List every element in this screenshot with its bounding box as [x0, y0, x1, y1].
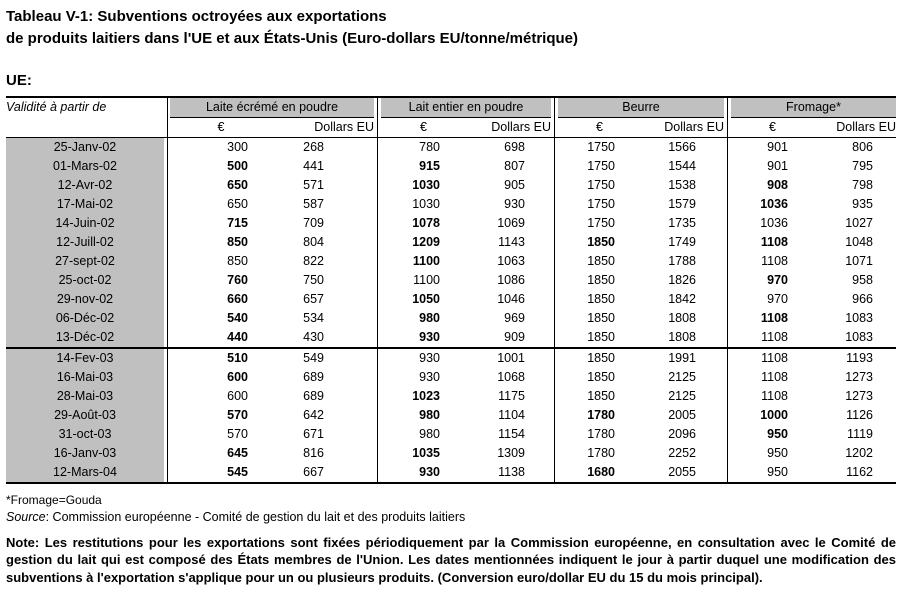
- euro-value: 660: [227, 291, 248, 306]
- euro-value: 1108: [761, 369, 788, 384]
- dollar-value: 441: [303, 158, 324, 173]
- euro-value: 1036: [760, 215, 788, 230]
- column-gap: [551, 157, 558, 176]
- euro-value: 1030: [412, 196, 440, 211]
- euro-header: €: [170, 117, 272, 137]
- euro-value: 1000: [760, 407, 788, 422]
- column-gap: [551, 176, 558, 195]
- column-gap: [551, 444, 558, 463]
- source-label: Source: [6, 509, 46, 524]
- group-header-skim-milk-powder: Laite écrémé en poudre: [170, 97, 374, 118]
- dollar-value: 1138: [466, 463, 551, 483]
- dollar-value: 958: [852, 272, 873, 287]
- dollar-value: 2125: [668, 388, 696, 403]
- dollar-value: 966: [852, 291, 873, 306]
- euro-value: 980: [419, 407, 440, 422]
- date-cell: 01-Mars-02: [6, 157, 164, 176]
- dollar-value: 1104: [498, 407, 525, 422]
- euro-value: 1750: [587, 196, 615, 211]
- dollar-value: 430: [272, 328, 374, 348]
- dollar-header: Dollars EU: [641, 117, 724, 137]
- euro-value: 1100: [412, 253, 440, 268]
- euro-value: 901: [767, 158, 788, 173]
- column-gap: [374, 309, 381, 328]
- column-gap: [724, 157, 731, 176]
- euro-value: 500: [227, 158, 248, 173]
- column-gap: [374, 176, 381, 195]
- dollar-value: 935: [852, 196, 873, 211]
- column-gap: [724, 368, 731, 387]
- euro-value: 930: [419, 350, 440, 365]
- date-cell: 13-Déc-02: [6, 328, 164, 348]
- date-cell: 06-Déc-02: [6, 309, 164, 328]
- dollar-value: 689: [303, 388, 324, 403]
- dollar-value: 2096: [668, 426, 696, 441]
- column-gap: [551, 425, 558, 444]
- column-gap: [374, 290, 381, 309]
- dollar-value: 1119: [847, 426, 873, 441]
- table-row: [6, 425, 896, 444]
- dollar-value: 1046: [497, 291, 525, 306]
- dollar-value: 1538: [668, 177, 696, 192]
- date-cell: 27-sept-02: [6, 252, 164, 271]
- column-gap: [724, 195, 731, 214]
- column-gap: [374, 444, 381, 463]
- dollar-value: 1048: [845, 234, 873, 249]
- dollar-value: 1068: [497, 369, 525, 384]
- euro-value: 901: [767, 139, 788, 154]
- column-gap: [374, 368, 381, 387]
- euro-value: 1850: [587, 272, 615, 287]
- euro-value: 1108: [761, 253, 788, 268]
- date-cell: 16-Janv-03: [6, 444, 164, 463]
- table-row: [6, 233, 896, 252]
- column-gap: [551, 214, 558, 233]
- euro-value: 715: [227, 215, 248, 230]
- column-gap: [374, 387, 381, 406]
- euro-value: 1780: [587, 426, 615, 441]
- euro-value: 950: [731, 463, 814, 483]
- table-row: [6, 348, 896, 368]
- dollar-value: 671: [303, 426, 324, 441]
- column-gap: [724, 328, 731, 348]
- dollar-value: 1083: [845, 310, 873, 325]
- euro-value: 1108: [761, 388, 788, 403]
- euro-value: 300: [227, 139, 248, 154]
- date-cell: 25-oct-02: [6, 271, 164, 290]
- column-gap: [551, 368, 558, 387]
- dollar-header: Dollars EU: [814, 117, 896, 137]
- dollar-value: 1842: [668, 291, 696, 306]
- euro-value: 570: [227, 426, 248, 441]
- dollar-value: 571: [303, 177, 324, 192]
- column-gap: [374, 233, 381, 252]
- column-gap: [374, 463, 381, 483]
- dollar-value: 1202: [845, 445, 873, 460]
- column-gap: [374, 214, 381, 233]
- table-row: [6, 252, 896, 271]
- column-gap: [724, 233, 731, 252]
- euro-value: 645: [227, 445, 248, 460]
- column-gap: [551, 137, 558, 157]
- date-cell: 14-Juin-02: [6, 214, 164, 233]
- dollar-value: 534: [303, 310, 324, 325]
- column-gap: [551, 290, 558, 309]
- dollar-value: 1086: [497, 272, 525, 287]
- dollar-value: 1126: [846, 407, 873, 422]
- euro-value: 850: [227, 253, 248, 268]
- dollar-value: 1143: [498, 234, 525, 249]
- dollar-value: 1991: [668, 350, 696, 365]
- euro-value: 1850: [587, 291, 615, 306]
- euro-value: 970: [767, 291, 788, 306]
- dollar-value: 1069: [497, 215, 525, 230]
- euro-value: 1750: [587, 177, 615, 192]
- euro-value: 540: [227, 310, 248, 325]
- column-gap: [724, 271, 731, 290]
- table-row: [6, 309, 896, 328]
- dollar-value: 969: [504, 310, 525, 325]
- column-gap: [724, 214, 731, 233]
- column-gap: [724, 252, 731, 271]
- date-cell: 31-oct-03: [6, 425, 164, 444]
- dollar-value: 1273: [845, 388, 873, 403]
- euro-value: 980: [419, 426, 440, 441]
- note-paragraph: Note: Les restitutions pour les exportations sont fixées périodiquement par la Commission européenne, en consultation avec le Comité de gestion du lait qui est composé des États membres de l'Union. Les dates mentionnées indiquent le jour à partir duquel une modification des subventions à l'exportation s'applique pour un ou plusieurs produits. (Conversion euro/dollar EU du 15 du mois principal).: [6, 534, 896, 586]
- table-row: [6, 137, 896, 157]
- dollar-value: 698: [504, 139, 525, 154]
- euro-value: 1108: [760, 234, 788, 249]
- dollar-value: 806: [852, 139, 873, 154]
- dollar-value: 1154: [498, 426, 525, 441]
- euro-value: 570: [227, 407, 248, 422]
- dollar-value: 709: [303, 215, 324, 230]
- euro-value: 440: [170, 328, 272, 348]
- column-gap: [551, 233, 558, 252]
- euro-value: 1100: [413, 272, 440, 287]
- euro-value: 1750: [587, 139, 615, 154]
- dollar-value: 1083: [814, 328, 896, 348]
- euro-value: 780: [419, 139, 440, 154]
- dollar-value: 1001: [497, 350, 525, 365]
- date-cell: 29-nov-02: [6, 290, 164, 309]
- column-gap: [374, 406, 381, 425]
- euro-value: 650: [227, 196, 248, 211]
- euro-value: 600: [227, 388, 248, 403]
- euro-value: 950: [767, 445, 788, 460]
- dollar-value: 807: [504, 158, 525, 173]
- euro-value: 980: [419, 310, 440, 325]
- column-gap: [724, 387, 731, 406]
- dollar-value: 1175: [498, 388, 525, 403]
- euro-value: 1108: [760, 310, 788, 325]
- dollar-value: 2055: [641, 463, 724, 483]
- euro-value: 600: [227, 369, 248, 384]
- euro-value: 1050: [412, 291, 440, 306]
- table-body: [6, 137, 896, 483]
- euro-value: 970: [767, 272, 788, 287]
- dollar-value: 804: [303, 234, 324, 249]
- euro-value: 1030: [412, 177, 440, 192]
- table-row: [6, 406, 896, 425]
- source-text: : Commission européenne - Comité de gestion du lait et des produits laitiers: [45, 509, 466, 524]
- dollar-value: 1309: [497, 445, 525, 460]
- euro-value: 1850: [587, 310, 615, 325]
- table-row: [6, 387, 896, 406]
- euro-value: 1850: [587, 234, 615, 249]
- section-label-ue: UE:: [6, 71, 32, 89]
- euro-value: 545: [170, 463, 272, 483]
- group-header-butter: Beurre: [558, 97, 724, 118]
- dollar-header: Dollars EU: [466, 117, 551, 137]
- date-cell: 25-Janv-02: [6, 137, 164, 157]
- dollar-value: 1273: [845, 369, 873, 384]
- column-gap: [724, 137, 731, 157]
- dollar-value: 657: [303, 291, 324, 306]
- column-gap: [551, 309, 558, 328]
- date-cell: 14-Fev-03: [6, 348, 164, 368]
- euro-value: 1035: [412, 445, 440, 460]
- dollar-value: 798: [852, 177, 873, 192]
- euro-value: 1850: [587, 369, 615, 384]
- euro-value: 1108: [731, 328, 814, 348]
- column-gap: [724, 348, 731, 368]
- euro-value: 1850: [587, 388, 615, 403]
- euro-value: 1850: [587, 350, 615, 365]
- table-row: [6, 328, 896, 348]
- dollar-value: 587: [303, 196, 324, 211]
- euro-value: 1036: [760, 196, 788, 211]
- column-gap: [374, 425, 381, 444]
- column-gap: [374, 271, 381, 290]
- date-cell: 12-Mars-04: [6, 463, 164, 483]
- date-cell: 12-Juill-02: [6, 233, 164, 252]
- dollar-value: 905: [504, 177, 525, 192]
- column-gap: [374, 348, 381, 368]
- euro-value: 1780: [587, 407, 615, 422]
- dollar-value: 1749: [668, 234, 696, 249]
- dollar-value: 930: [504, 196, 525, 211]
- column-gap: [551, 271, 558, 290]
- document-title: [6, 6, 896, 50]
- dollar-value: 795: [852, 158, 873, 173]
- dollar-value: 1579: [668, 196, 696, 211]
- dollar-value: 1566: [668, 139, 696, 154]
- column-gap: [551, 328, 558, 348]
- table-row: [6, 176, 896, 195]
- dollar-value: 1071: [845, 253, 873, 268]
- euro-value: 1780: [587, 445, 615, 460]
- column-gap: [724, 290, 731, 309]
- column-gap: [374, 97, 381, 138]
- document-title-line1: Tableau V-1: Subventions octroyées aux exportations: [6, 8, 387, 25]
- dollar-value: 822: [303, 253, 324, 268]
- column-gap: [551, 348, 558, 368]
- euro-value: 950: [767, 426, 788, 441]
- column-gap: [551, 252, 558, 271]
- euro-value: 1108: [761, 350, 788, 365]
- column-gap: [724, 176, 731, 195]
- date-cell: 29-Août-03: [6, 406, 164, 425]
- date-cell: 28-Mai-03: [6, 387, 164, 406]
- euro-value: 1680: [558, 463, 641, 483]
- dollar-value: 909: [466, 328, 551, 348]
- euro-value: 1078: [412, 215, 440, 230]
- dollar-value: 750: [303, 272, 324, 287]
- euro-value: 850: [227, 234, 248, 249]
- dollar-value: 2005: [668, 407, 696, 422]
- column-gap: [374, 137, 381, 157]
- column-gap: [724, 406, 731, 425]
- dollar-value: 2125: [668, 369, 696, 384]
- footnote-fromage: *Fromage=Gouda: [6, 492, 102, 507]
- column-gap: [551, 387, 558, 406]
- table-row: [6, 214, 896, 233]
- column-gap: [551, 195, 558, 214]
- source-line: [6, 510, 896, 524]
- column-gap: [724, 97, 731, 138]
- column-gap: [724, 444, 731, 463]
- euro-value: 1209: [412, 234, 440, 249]
- group-header-row: [6, 97, 896, 118]
- column-gap: [374, 195, 381, 214]
- table-row: [6, 157, 896, 176]
- dollar-value: 642: [303, 407, 324, 422]
- dollar-value: 1063: [497, 253, 525, 268]
- document-title-line2: de produits laitiers dans l'UE et aux États-Unis (Euro-dollars EU/tonne/métrique): [6, 29, 578, 47]
- euro-value: 1850: [587, 253, 615, 268]
- table-row: [6, 444, 896, 463]
- dollar-value: 1826: [668, 272, 696, 287]
- column-gap: [724, 309, 731, 328]
- table-row: [6, 463, 896, 483]
- subsidy-table: [6, 96, 896, 484]
- dollar-value: 816: [303, 445, 324, 460]
- column-gap: [374, 157, 381, 176]
- table-row: [6, 290, 896, 309]
- euro-value: 915: [419, 158, 440, 173]
- dollar-value: 1788: [668, 253, 696, 268]
- column-gap: [551, 406, 558, 425]
- dollar-value: 1735: [668, 215, 696, 230]
- euro-value: 930: [419, 369, 440, 384]
- column-gap: [551, 463, 558, 483]
- euro-header: €: [558, 117, 641, 137]
- euro-header: €: [731, 117, 814, 137]
- column-gap: [374, 252, 381, 271]
- date-cell: 12-Avr-02: [6, 176, 164, 195]
- dollar-value: 1544: [668, 158, 696, 173]
- euro-value: 1850: [558, 328, 641, 348]
- euro-value: 1023: [412, 388, 440, 403]
- euro-value: 908: [767, 177, 788, 192]
- column-gap: [551, 97, 558, 138]
- table-row: [6, 271, 896, 290]
- dollar-value: 1808: [641, 328, 724, 348]
- dollar-value: 2252: [668, 445, 696, 460]
- euro-value: 930: [381, 328, 466, 348]
- dollar-header: Dollars EU: [272, 117, 374, 137]
- column-gap: [724, 425, 731, 444]
- dollar-value: 667: [272, 463, 374, 483]
- column-gap: [724, 463, 731, 483]
- dollar-value: 1027: [845, 215, 873, 230]
- dollar-value: 549: [303, 350, 324, 365]
- group-header-whole-milk-powder: Lait entier en poudre: [381, 97, 551, 118]
- dollar-value: 1162: [814, 463, 896, 483]
- euro-value: 650: [227, 177, 248, 192]
- euro-value: 930: [381, 463, 466, 483]
- table-header: [6, 97, 896, 138]
- euro-value: 1750: [587, 215, 615, 230]
- dollar-value: 1808: [668, 310, 696, 325]
- column-gap: [374, 328, 381, 348]
- date-cell: 17-Mai-02: [6, 195, 164, 214]
- euro-value: 1750: [587, 158, 615, 173]
- euro-value: 510: [227, 350, 248, 365]
- dollar-value: 268: [303, 139, 324, 154]
- table-row: [6, 195, 896, 214]
- dollar-value: 1193: [846, 350, 873, 365]
- group-header-cheese: Fromage*: [731, 97, 896, 118]
- euro-header: €: [381, 117, 466, 137]
- dollar-value: 689: [303, 369, 324, 384]
- euro-value: 760: [227, 272, 248, 287]
- table-row: [6, 368, 896, 387]
- date-column-header: Validité à partir de: [6, 97, 164, 138]
- date-cell: 16-Mai-03: [6, 368, 164, 387]
